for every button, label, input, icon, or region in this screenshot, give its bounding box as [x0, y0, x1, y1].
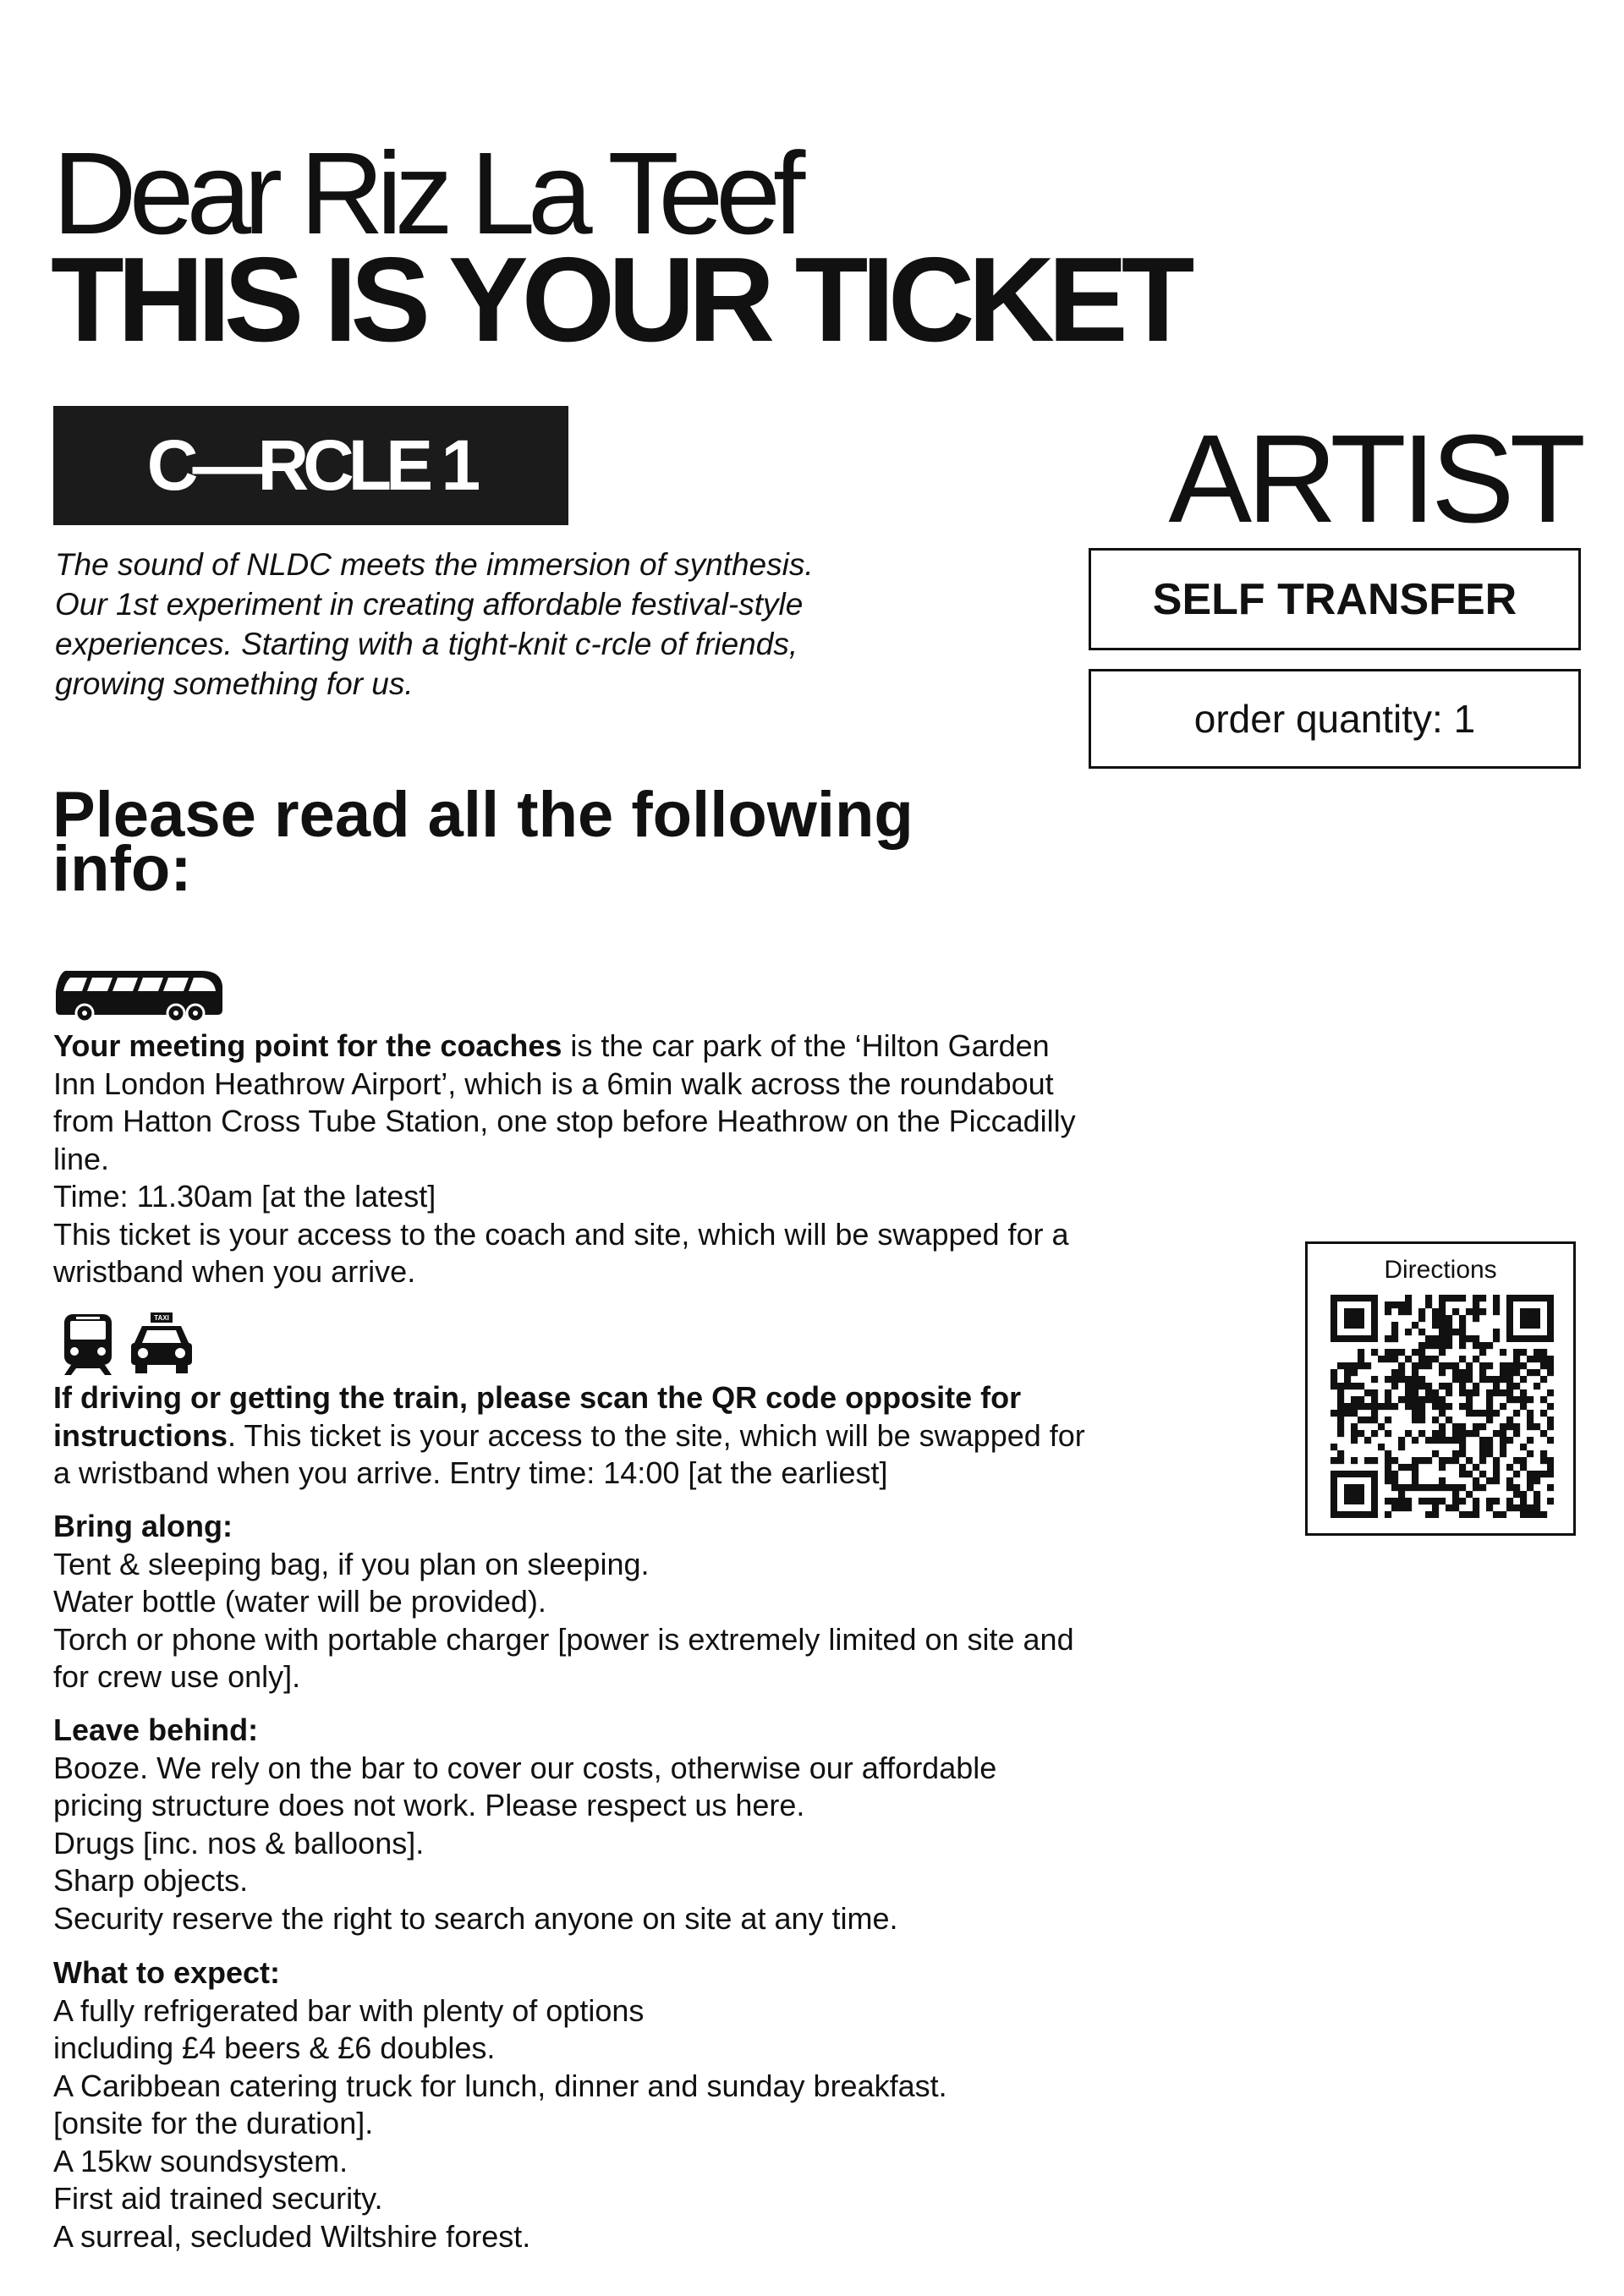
svg-text:TAXI: TAXI: [154, 1314, 169, 1322]
self-transfer-label: SELF TRANSFER: [1152, 574, 1517, 624]
list-item: A Caribbean catering truck for lunch, dinner and sunday breakfast.: [53, 2068, 947, 2103]
list-item: Torch or phone with portable charger [power is extremely limited on site and for crew use only].: [53, 1621, 1074, 1694]
train-icon: [61, 1312, 115, 1377]
list-item: Water bottle (water will be provided).: [53, 1584, 546, 1619]
list-item: Security reserve the right to search anyone on site at any time.: [53, 1900, 898, 1936]
coach-time: Time: 11.30am [at the latest]: [53, 1179, 436, 1214]
leave-behind-section: [53, 1712, 1094, 1937]
tagline-line: The sound of NLDC meets the immersion of synthesis.: [55, 547, 814, 582]
bring-along-heading: Bring along:: [53, 1509, 233, 1543]
taxi-icon: [129, 1311, 195, 1377]
leave-behind-heading: Leave behind:: [53, 1712, 259, 1747]
list-item: Drugs [inc. nos & balloons].: [53, 1825, 425, 1860]
driving-info: [53, 1379, 1094, 1493]
event-name-badge: [53, 406, 568, 525]
tagline-line: Our 1st experiment in creating affordable festival-style: [55, 587, 804, 622]
page-title: THIS IS YOUR TICKET: [51, 233, 1188, 367]
self-transfer-box: [1089, 548, 1581, 650]
qr-code-icon[interactable]: [1330, 1295, 1554, 1518]
coach-bus-icon: [53, 966, 226, 1022]
list-item: A surreal, secluded Wiltshire forest.: [53, 2218, 531, 2254]
order-quantity: order quantity: 1: [1193, 697, 1476, 741]
what-to-expect-section: [53, 1954, 1094, 2255]
ticket-type: ARTIST: [1168, 409, 1581, 549]
list-item: A fully refrigerated bar with plenty of options: [53, 1992, 645, 2028]
driving-info-bold: If driving or getting the train, please scan the QR code opposite for instructions: [53, 1380, 1022, 1453]
list-item: Sharp objects.: [53, 1863, 249, 1898]
list-item: including £4 beers & £6 doubles.: [53, 2030, 496, 2065]
coach-info-bold: Your meeting point for the coaches: [53, 1028, 562, 1063]
read-info-heading: Please read all the following info:: [52, 779, 914, 905]
list-item: First aid trained security.: [53, 2181, 383, 2216]
tagline-line: experiences. Starting with a tight-knit c-rcle of friends,: [55, 627, 798, 661]
driving-info-text: . This ticket is your access to the site, which will be swapped for a wristband when you arrive. Entry time: 14:00 [at the earliest]: [53, 1417, 1085, 1490]
event-name: C—RCLE 1: [146, 425, 475, 505]
coach-info: [53, 1027, 1094, 1291]
directions-qr-box[interactable]: [1305, 1241, 1576, 1536]
coach-access: This ticket is your access to the coach and site, which will be swapped for a wristband when you arrive.: [53, 1216, 1069, 1289]
coach-info-text: is the car park of the ‘Hilton Garden Inn London Heathrow Airport’, which is a 6min walk across the roundabout from Hatton Cross Tube Station, one stop before Heathrow on the Piccadilly line.: [53, 1028, 1076, 1176]
qr-label: Directions: [1384, 1256, 1497, 1284]
list-item: Tent & sleeping bag, if you plan on sleeping.: [53, 1546, 650, 1581]
greeting: Dear Riz La Teef: [52, 129, 798, 259]
order-quantity-box: [1089, 669, 1581, 769]
tagline: [55, 545, 892, 704]
list-item: A 15kw soundsystem.: [53, 2143, 348, 2178]
what-to-expect-heading: What to expect:: [53, 1955, 281, 1990]
list-item: Booze. We rely on the bar to cover our costs, otherwise our affordable pricing structure does not work. Please respect us here.: [53, 1750, 997, 1822]
list-item: [onsite for the duration].: [53, 2106, 374, 2140]
bring-along-section: [53, 1508, 1094, 1696]
tagline-line: growing something for us.: [55, 666, 414, 701]
